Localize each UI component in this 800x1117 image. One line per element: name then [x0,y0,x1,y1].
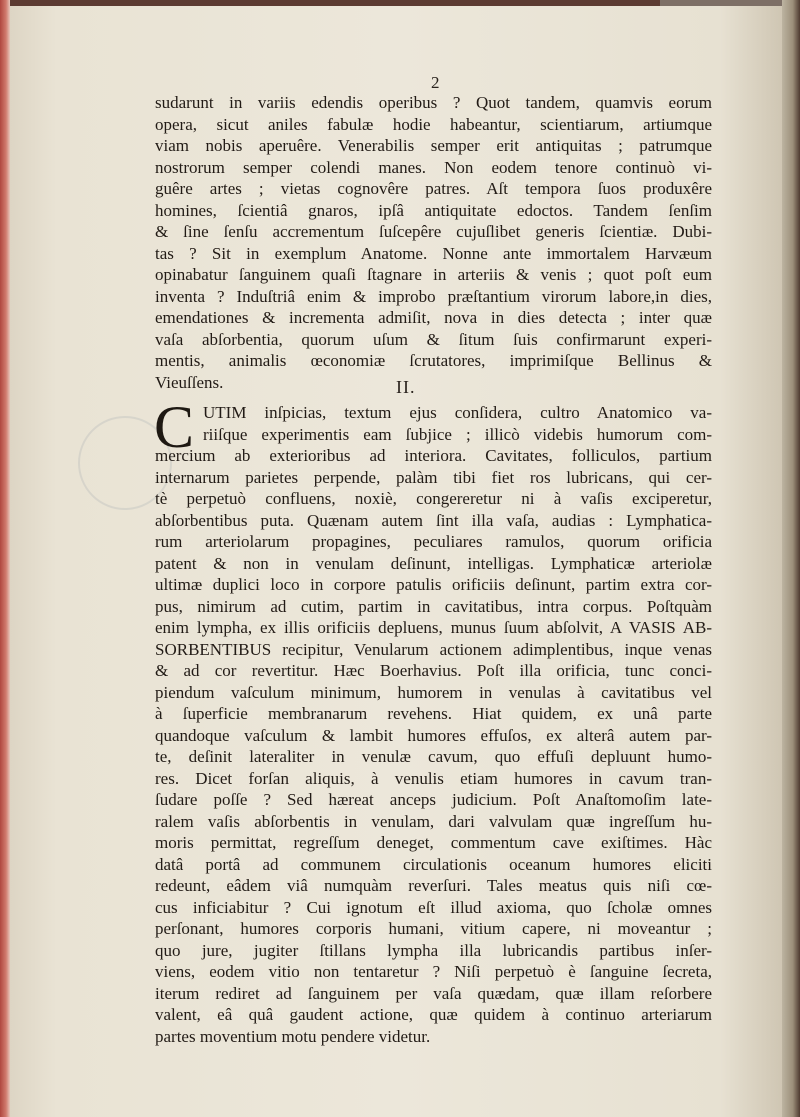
section-numeral: II. [396,377,416,397]
page-edge-red-band [0,0,10,1117]
text-line: à ſuperficie membranarum revehens. Hiat quidem, ex unâ parte [155,704,712,723]
text-line: Vieuſſens. [155,372,224,392]
text-line: inventa ? Induſtriâ enim & improbo præſtantium virorum labore,in dies, [155,286,712,306]
text-line: ultimæ duplici loco in corpore patulis orificiis deſinunt, partim extra cor- [155,575,712,594]
text-line: redeunt, eâdem viâ numquàm reverſuri. Tales meatus quis niſi cœ- [155,876,712,895]
text-line: opera, sicut aniles fabulæ hodie habeantur, scientiarum, artiumque [155,114,712,134]
text-line: emendationes & incrementa admiſit, nova in dies detecta ; inter quæ [155,308,712,327]
text-line: datâ portâ ad communem circulationis oceanum humores eliciti [155,854,712,874]
text-line: viens, eodem vitio non tentaretur ? Niſi perpetuò è ſanguine ſecreta, [155,962,712,981]
text-line: opinabatur ſanguinem quaſi ſtagnare in arteriis & venis ; quot poſt eum [155,265,712,284]
paragraph-2 [154,394,712,1047]
text-line: enim lympha, ex illis orificiis depluens, munus ſuum abſolvit, A VASIS AB- [155,618,712,637]
page-number: 2 [431,73,440,92]
text-line: tè perpetuò confluens, noxiè, congereretur ni à vaſis exciperetur, [155,489,712,508]
text-line: pus, nimirum ad cutim, partim in cavitatibus, intra corpus. Poſtquàm [155,596,712,616]
text-line: mentis, animalis œconomiæ ſcrutatores, imprimiſque Bellinus & [155,351,712,370]
text-line: rum arteriolarum propagines, peculiares ramulos, quorum orificia [155,532,712,551]
drop-cap-initial: C [154,394,195,460]
text-line: quandoque vaſculum & lambit humores effuſos, ex alterâ autem par- [155,725,712,745]
paragraph-1 [155,92,712,393]
text-line: ſudare poſſe ? Sed hæreat anceps judicium. Poſt Anaſtomoſim late- [155,790,712,809]
text-line: internarum parietes perpende, palàm tibi fiet ros lubricans, qui cer- [155,467,712,487]
text-line: iterum rediret ad ſanguinem per vaſa quædam, quæ illam reſorbere [155,983,712,1003]
text-line: & ad cor revertitur. Hæc Boerhavius. Poſt illa orificia, tunc conci- [155,661,712,680]
text-line: homines, ſcientiâ gnaros, ipſâ antiquitate edoctos. Tandem ſenſim [155,200,712,220]
text-line: piendum vaſculum minimum, humorem in venulas à cavitatibus vel [155,682,712,702]
text-line: patent & non in venulam deſinunt, intelligas. Lymphaticæ arteriolæ [155,553,712,573]
text-line: vaſa abſorbentia, quorum uſum & ſitum ſuis confirmarunt experi- [155,329,712,349]
text-line: quo jure, jugiter ſtillans lympha illa lubricandis partibus inſer- [155,940,712,960]
text-line: guêre artes ; vietas cognovêre patres. Aſt tempora ſuos produxêre [155,179,712,198]
text-line: moris permittat, regreſſum deneget, commentum cave exiſtimes. Hàc [155,833,712,852]
text-line: res. Dicet forſan aliquis, à venulis etiam humores in cavum tran- [155,768,712,788]
text-line: ralem vaſis abſorbentis in venulam, dari valvulam quæ ingreſſum hu- [155,811,712,831]
text-line: UTIM inſpicias, textum ejus conſidera, cultro Anatomico va- [203,403,712,422]
text-line: SORBENTIBUS recipitur, Venularum actionem adimplentibus, inque venas [155,639,712,659]
text-line: nostrorum semper colendi manes. Non eodem tenore continuò vi- [155,157,712,177]
text-line: riiſque experimentis eam ſubjice ; illicò videbis humorum com- [203,424,712,444]
text-line: sudarunt in variis edendis operibus ? Quot tandem, quamvis eorum [155,93,712,112]
text-line: & ſine ſenſu accrementum ſuſcepêre cujuſlibet generis ſcientiæ. Dubi- [155,222,712,241]
text-line: valent, eâ quâ gaudent actione, quæ quidem à continuo arteriarum [155,1005,712,1024]
text-line: perſonant, humores corporis humani, vitium capere, ni moveantur ; [155,919,712,938]
text-line: mercium ab exterioribus ad interiora. Cavitates, folliculos, partium [155,446,712,465]
text-line: tas ? Sit in exemplum Anatome. Nonne ante immortalem Harvæum [155,243,712,263]
text-line: viam nobis aperuêre. Venerabilis semper erit antiquitas ; patrumque [155,136,712,155]
text-line: abſorbentibus puta. Quænam autem ſint illa vaſa, audias : Lymphatica- [155,510,712,530]
text-line: te, deſinit lateraliter in venulæ cavum, quo effuſi depluunt humo- [155,747,712,766]
page-gutter-shadow [782,0,800,1117]
text-line: partes moventium motu pendere videtur. [155,1026,431,1046]
text-line: cus inficiabitur ? Cui ignotum eſt illud axioma, quo ſcholæ omnes [155,897,712,917]
